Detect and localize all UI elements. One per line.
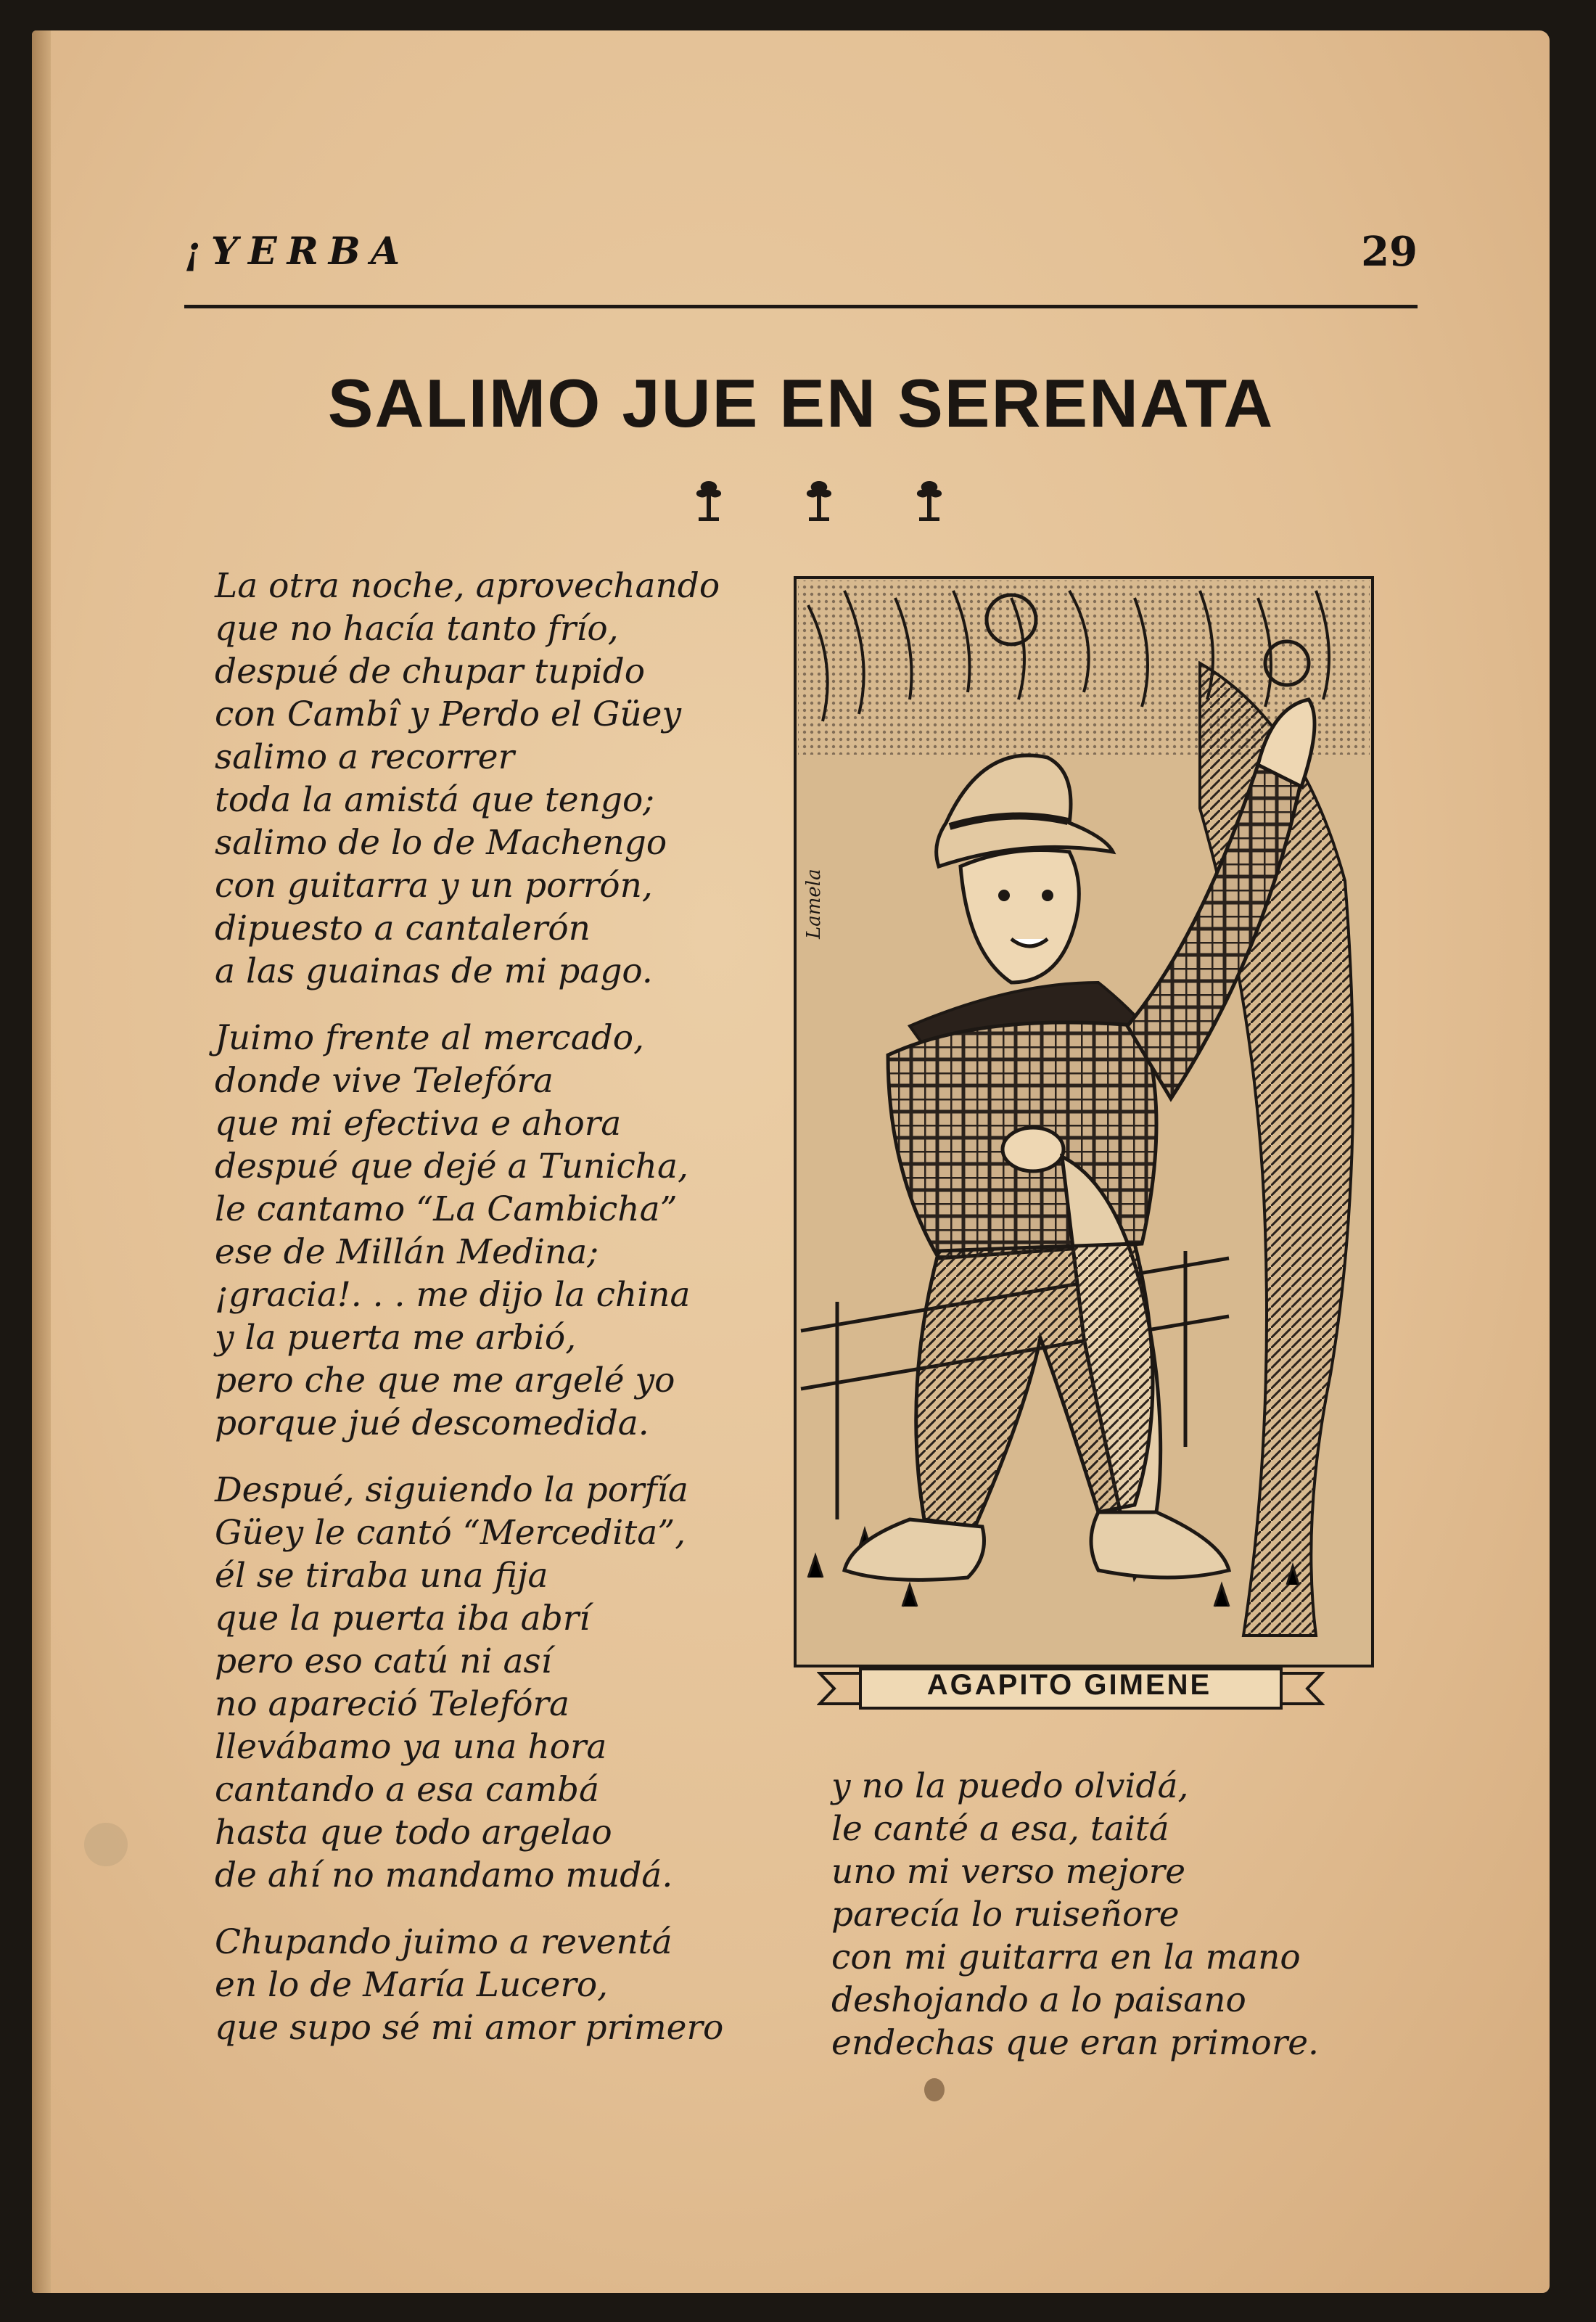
verse-line: donde vive Telefóra [215, 1061, 554, 1101]
verse-line: que supo sé mi amor primero [215, 2008, 724, 2048]
verse-line: con mi guitarra en la mano [831, 1937, 1301, 1977]
stanza [215, 1469, 810, 1897]
verse-line: Güey le cantó “Mercedita”, [215, 1513, 686, 1553]
running-header [184, 218, 1418, 290]
stanza [215, 1921, 810, 2049]
verse-line: salimo a recorrer [215, 737, 515, 777]
verse-line: le cantamo “La Cambicha” [215, 1189, 678, 1229]
verse-line: le canté a esa, taitá [831, 1809, 1169, 1849]
header-rule [184, 305, 1418, 308]
verse-line: ¡gracia!. . . me dijo la china [215, 1275, 691, 1315]
verse-line: dipuesto a cantalerón [215, 908, 591, 948]
artist-signature: Lamela [803, 869, 825, 939]
verse-line: de ahí no mandamo mudá. [215, 1855, 673, 1895]
poem-left-column [215, 565, 810, 2073]
verse-line: a las guainas de mi pago. [215, 951, 653, 991]
page-number: 29 [1361, 228, 1418, 276]
poem-right-column [831, 1765, 1383, 2088]
stanza [215, 1017, 810, 1445]
verse-line: parecía lo ruiseñore [831, 1895, 1180, 1935]
verse-line: en lo de María Lucero, [215, 1965, 609, 2005]
verse-line: porque jué descomedida. [215, 1403, 649, 1443]
binding-gutter [32, 30, 51, 2293]
tree-ornament-icon [909, 477, 950, 523]
verse-line: y no la puedo olvidá, [831, 1766, 1189, 1806]
verse-line: hasta que todo argelao [215, 1813, 612, 1853]
verse-line: toda la amistá que tengo; [215, 780, 655, 820]
verse-line: Despué, siguiendo la porfía [215, 1470, 688, 1510]
paper-stain [84, 1823, 128, 1866]
verse-line: pero che que me argelé yo [215, 1361, 675, 1400]
tree-ornament-icon [799, 477, 839, 523]
stanza [215, 565, 810, 993]
poem-title: SALIMO JUE EN SERENATA [327, 365, 1275, 441]
verse-line: cantando a esa cambá [215, 1770, 599, 1810]
verse-line: endechas que eran primore. [831, 2023, 1319, 2063]
verse-line: que no hacía tanto frío, [215, 609, 619, 649]
verse-line: no apareció Telefóra [215, 1684, 570, 1724]
verse-line: Chupando juimo a reventá [215, 1922, 672, 1962]
verse-line: él se tiraba una fija [215, 1556, 548, 1596]
verse-line: con Cambî y Perdo el Güey [215, 694, 682, 734]
magazine-page [32, 30, 1550, 2293]
verse-line: con guitarra y un porrón, [215, 866, 653, 906]
verse-line: y la puerta me arbió, [215, 1318, 577, 1358]
verse-line: despué que dejé a Tunicha, [215, 1146, 688, 1186]
illustration-caption: AGAPITO GIMENE [926, 1669, 1212, 1701]
paper-stain [924, 2078, 945, 2101]
verse-line: ese de Millán Medina; [215, 1232, 599, 1272]
verse-line: uno mi verso mejore [831, 1852, 1186, 1892]
verse-line: que la puerta iba abrí [215, 1599, 591, 1638]
verse-line: deshojando a lo paisano [831, 1980, 1246, 2020]
tree-ornament-icon [688, 477, 729, 523]
verse-line: salimo de lo de Machengo [215, 823, 667, 863]
title-ornaments [688, 477, 950, 528]
illustration-boy-with-guitar [794, 576, 1374, 1710]
verse-line: llevábamo ya una hora [215, 1727, 607, 1767]
verse-line: Juimo frente al mercado, [215, 1018, 645, 1058]
stanza [831, 1765, 1383, 2064]
journal-name: ¡YERBA [184, 229, 411, 274]
verse-line: La otra noche, aprovechando [215, 566, 720, 606]
verse-line: que mi efectiva e ahora [215, 1104, 622, 1144]
verse-line: despué de chupar tupido [215, 652, 646, 692]
verse-line: pero eso catú ni así [215, 1641, 552, 1681]
